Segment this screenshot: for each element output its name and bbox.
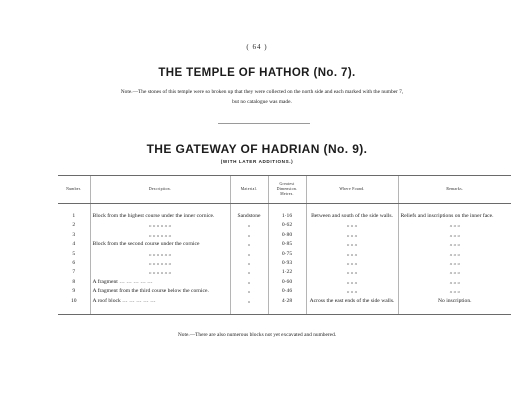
cell-material: „ [230, 250, 268, 259]
cell-number: 4 [72, 241, 76, 248]
cell-remarks: „ „ „ [398, 250, 511, 259]
cell-remarks: Reliefs and inscriptions on the inner face. [398, 204, 511, 222]
cell-dimension: 0·60 [268, 278, 306, 287]
table-row [58, 259, 511, 268]
cell-where-found: „ „ „ [306, 231, 398, 240]
table-row [58, 278, 511, 287]
header-material: Material. [230, 176, 268, 204]
cell-where-found: „ „ „ [306, 287, 398, 296]
cell-number: 9 [72, 288, 76, 295]
cell-material: „ [230, 278, 268, 287]
cell-description: „ „ „ „ „ „ [90, 221, 230, 230]
cell-number: 8 [72, 278, 76, 285]
temple-note-line-2: but no catalogue was made. [232, 98, 292, 105]
cell-where-found: „ „ „ [306, 278, 398, 287]
gateway-title: THE GATEWAY OF HADRIAN (No. 9). [146, 142, 368, 156]
section-divider [218, 123, 310, 124]
cell-material: „ [230, 240, 268, 249]
cell-description: A roof block … … … … … [90, 297, 230, 315]
cell-description: „ „ „ „ „ „ [90, 268, 230, 277]
cell-number: 7 [72, 269, 76, 276]
cell-number: 10 [58, 297, 90, 315]
temple-note-line-1: Note.—The stones of this temple were so broken up that they were collected on the north side and each marked with the number 7, [120, 89, 404, 95]
table-row [58, 287, 511, 296]
cell-description: „ „ „ „ „ „ [90, 250, 230, 259]
cell-number: 1 [72, 213, 76, 219]
cell-material: Sandstone [230, 204, 268, 222]
cell-material: „ [230, 287, 268, 296]
cell-description: A fragment from the third course below the cornice. [90, 287, 230, 296]
header-description: Description. [90, 176, 230, 204]
cell-where-found: „ „ „ [306, 240, 398, 249]
cell-remarks: No inscription. [398, 297, 511, 315]
cell-remarks: „ „ „ [398, 259, 511, 268]
cell-dimension: 0·46 [268, 287, 306, 296]
table-row [58, 240, 511, 249]
cell-description: Block from the highest course under the inner cornice. [90, 204, 230, 222]
header-dimension: Greatest Dimension. Metres. [268, 176, 306, 204]
cell-material: „ [230, 297, 268, 315]
cell-where-found: Between and south of the side walls. [306, 204, 398, 222]
cell-remarks: „ „ „ [398, 221, 511, 230]
cell-dimension: 0·62 [268, 221, 306, 230]
page-number: ( 64 ) [246, 43, 268, 51]
cell-remarks: „ „ „ [398, 287, 511, 296]
gateway-footnote: Note.—There are also numerous blocks not yet excavated and numbered. [177, 332, 337, 338]
cell-dimension: 0·85 [268, 240, 306, 249]
gateway-subtitle: (WITH LATER ADDITIONS.) [220, 159, 294, 164]
table-row [58, 221, 511, 230]
table-header-row [58, 176, 511, 204]
cell-material: „ [230, 221, 268, 230]
header-where-found: Where Found. [306, 176, 398, 204]
cell-remarks: „ „ „ [398, 231, 511, 240]
cell-material: „ [230, 231, 268, 240]
cell-remarks: „ „ „ [398, 240, 511, 249]
cell-material: „ [230, 259, 268, 268]
cell-description: Block from the second course under the cornice [90, 240, 230, 249]
cell-number: 2 [72, 222, 76, 229]
cell-where-found: „ „ „ [306, 221, 398, 230]
temple-note [60, 88, 464, 107]
cell-number: 3 [72, 231, 76, 238]
cell-remarks: „ „ „ [398, 278, 511, 287]
cell-number: 6 [72, 259, 76, 266]
cell-material: „ [230, 268, 268, 277]
table-row [58, 268, 511, 277]
cell-remarks: „ „ „ [398, 268, 511, 277]
gateway-table [58, 175, 511, 315]
cell-where-found: „ „ „ [306, 268, 398, 277]
header-number: Number. [58, 176, 90, 204]
temple-title: THE TEMPLE OF HATHOR (No. 7). [158, 67, 356, 79]
cell-where-found: „ „ „ [306, 259, 398, 268]
cell-dimension: 0·93 [268, 259, 306, 268]
cell-description: A fragment … … … … … [90, 278, 230, 287]
table-row [58, 231, 511, 240]
cell-dimension: 4·28 [268, 297, 306, 315]
table-row [58, 250, 511, 259]
header-remarks: Remarks. [398, 176, 511, 204]
cell-dimension: 1·16 [268, 204, 306, 222]
cell-description: „ „ „ „ „ „ [90, 259, 230, 268]
cell-where-found: „ „ „ [306, 250, 398, 259]
cell-dimension: 0·75 [268, 250, 306, 259]
cell-dimension: 0·80 [268, 231, 306, 240]
cell-description: „ „ „ „ „ „ [90, 231, 230, 240]
table-row [58, 204, 511, 222]
cell-number: 5 [72, 250, 76, 257]
cell-where-found: Across the east ends of the side walls. [306, 297, 398, 315]
table-row [58, 297, 511, 315]
cell-dimension: 1·22 [268, 268, 306, 277]
